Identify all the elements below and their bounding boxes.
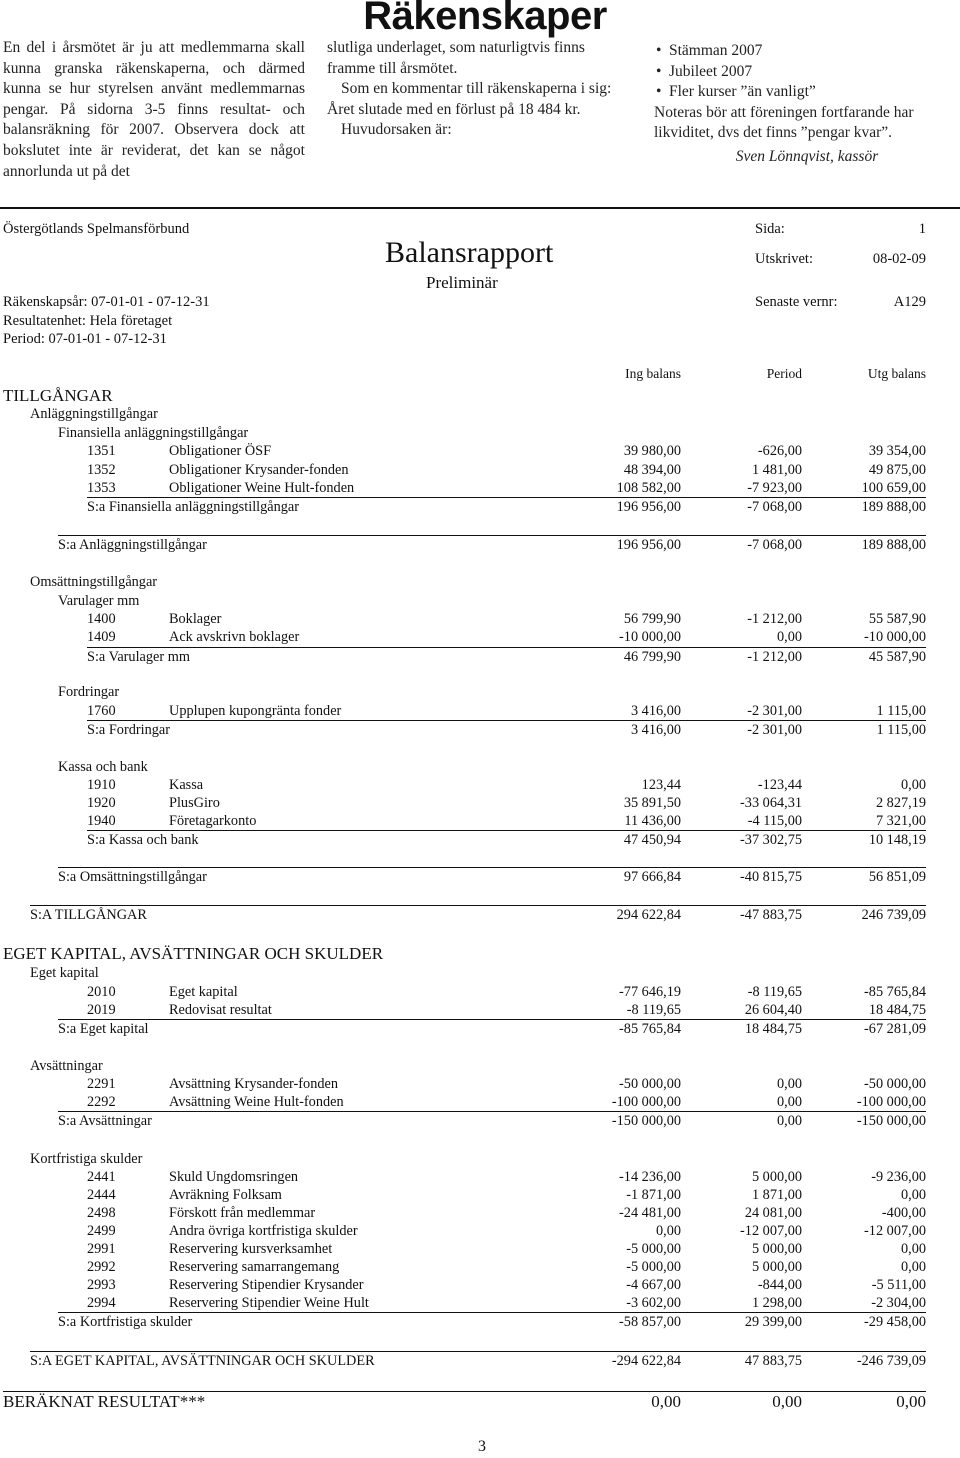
- opening-balance: 97 666,84: [623, 869, 681, 885]
- account-row: [0, 1186, 960, 1205]
- section-heading: [0, 944, 960, 963]
- section-heading: [0, 964, 960, 983]
- subtotal-row: [0, 498, 960, 517]
- account-number: 1940: [87, 813, 116, 829]
- page-number: 3: [478, 1438, 486, 1455]
- intro-column-2: [327, 38, 632, 141]
- opening-balance: 196 956,00: [616, 537, 681, 553]
- closing-balance: 39 354,00: [868, 443, 926, 459]
- closing-balance: 189 888,00: [861, 537, 926, 553]
- period-amount: -37 302,75: [740, 832, 802, 848]
- section-label: Anläggningstillgångar: [30, 406, 158, 422]
- period-amount: 1 481,00: [751, 462, 802, 478]
- page-title: Räkenskaper: [363, 0, 607, 38]
- section-heading: [0, 592, 960, 611]
- intro-column-3: [654, 41, 960, 168]
- account-name: Upplupen kupongränta fonder: [169, 703, 342, 719]
- closing-balance: -2 304,00: [871, 1295, 926, 1311]
- account-row: [0, 776, 960, 795]
- account-row: [0, 1240, 960, 1259]
- subtotal-label: S:a Finansiella anläggningstillgångar: [87, 499, 300, 515]
- closing-balance: -29 458,00: [864, 1314, 926, 1330]
- section-heading: [0, 758, 960, 777]
- closing-balance: -12 007,00: [864, 1223, 926, 1239]
- opening-balance: 123,44: [641, 777, 681, 793]
- report-title: Balansrapport: [385, 236, 554, 269]
- closing-balance: 0,00: [900, 1241, 926, 1257]
- opening-balance: -1 871,00: [626, 1187, 681, 1203]
- subtotal-row: [0, 1020, 960, 1039]
- account-number: 2499: [87, 1223, 116, 1239]
- period-amount: 24 081,00: [744, 1205, 802, 1221]
- opening-balance: 108 582,00: [616, 480, 681, 496]
- opening-balance: -85 765,84: [619, 1021, 681, 1037]
- section-label: Finansiella anläggningstillgångar: [58, 425, 249, 441]
- account-number: 2991: [87, 1241, 116, 1257]
- closing-balance: 0,00: [900, 777, 926, 793]
- period-amount: -123,44: [757, 777, 802, 793]
- closing-balance: -400,00: [881, 1205, 926, 1221]
- closing-balance: 1 115,00: [876, 722, 926, 738]
- period-amount: -8 119,65: [747, 984, 802, 1000]
- intro-paragraph: Året slutade med en förlust på 18 484 kr.: [327, 100, 581, 118]
- opening-balance: 47 450,94: [623, 832, 681, 848]
- opening-balance: -3 602,00: [626, 1295, 681, 1311]
- closing-balance: 18 484,75: [868, 1002, 926, 1018]
- closing-balance: 100 659,00: [861, 480, 926, 496]
- account-name: Avräkning Folksam: [169, 1187, 282, 1203]
- closing-balance: 1 115,00: [876, 703, 926, 719]
- account-number: 1351: [87, 443, 116, 459]
- period-amount: -33 064,31: [740, 795, 802, 811]
- account-row: [0, 442, 960, 461]
- period-amount: -4 115,00: [747, 813, 802, 829]
- subtotal-row: [0, 536, 960, 555]
- account-row: [0, 1204, 960, 1223]
- result-unit: Resultatenhet: Hela företaget: [3, 313, 173, 329]
- closing-balance: 0,00: [900, 1187, 926, 1203]
- account-name: Reservering Stipendier Krysander: [169, 1277, 364, 1293]
- closing-balance: 55 587,90: [868, 611, 926, 627]
- account-name: Reservering samarrangemang: [169, 1259, 340, 1275]
- closing-balance: 10 148,19: [868, 832, 926, 848]
- account-name: Reservering Stipendier Weine Hult: [169, 1295, 369, 1311]
- opening-balance: -10 000,00: [619, 629, 681, 645]
- last-voucher-value: A129: [893, 294, 926, 310]
- subtotal-row: [0, 1352, 960, 1371]
- subtotal-label: S:a Kassa och bank: [87, 832, 199, 848]
- page-value: 1: [918, 221, 926, 237]
- period-amount: 18 484,75: [744, 1021, 802, 1037]
- period-amount: -12 007,00: [740, 1223, 802, 1239]
- section-label: TILLGÅNGAR: [3, 386, 113, 405]
- bullet-item: • Jubileet 2007: [654, 62, 960, 83]
- opening-balance: -24 481,00: [619, 1205, 681, 1221]
- opening-balance: -150 000,00: [611, 1113, 681, 1129]
- section-heading: [0, 386, 960, 405]
- period-amount: -2 301,00: [747, 722, 802, 738]
- account-name: Andra övriga kortfristiga skulder: [169, 1223, 358, 1239]
- period-amount: 26 604,40: [744, 1002, 802, 1018]
- opening-balance: -8 119,65: [626, 1002, 681, 1018]
- account-name: Boklager: [169, 611, 222, 627]
- opening-balance: 56 799,90: [623, 611, 681, 627]
- subtotal-label: S:a Eget kapital: [58, 1021, 149, 1037]
- closing-balance: 56 851,09: [868, 869, 926, 885]
- section-heading: [0, 683, 960, 702]
- period-amount: 5 000,00: [751, 1241, 802, 1257]
- period-amount: -7 068,00: [747, 499, 802, 515]
- subtotal-label: S:a Varulager mm: [87, 649, 190, 665]
- account-number: 1409: [87, 629, 116, 645]
- period-amount: -844,00: [757, 1277, 802, 1293]
- printed-value: 08-02-09: [872, 251, 926, 267]
- section-heading: [0, 573, 960, 592]
- closing-balance: -67 281,09: [864, 1021, 926, 1037]
- account-name: Reservering kursverksamhet: [169, 1241, 333, 1257]
- section-label: Kortfristiga skulder: [30, 1151, 143, 1167]
- subtotal-label: S:a Omsättningstillgångar: [58, 869, 207, 885]
- period-amount: -1 212,00: [747, 649, 802, 665]
- period-amount: 29 399,00: [744, 1314, 802, 1330]
- intro-note: Noteras bör att föreningen fortfarande har likviditet, dvs det finns ”pengar kvar”.: [654, 103, 914, 142]
- account-row: [0, 461, 960, 480]
- subtotal-row: [0, 831, 960, 850]
- account-name: Kassa: [169, 777, 204, 793]
- account-number: 1400: [87, 611, 116, 627]
- col-header-period: Period: [766, 366, 802, 381]
- section-heading: [0, 1150, 960, 1169]
- intro-paragraph: slutliga underlaget, som naturligtvis finns framme till årsmötet.: [327, 39, 585, 77]
- opening-balance: -50 000,00: [619, 1076, 681, 1092]
- printed-label: Utskrivet:: [755, 251, 813, 267]
- account-name: Obligationer Weine Hult-fonden: [169, 480, 355, 496]
- section-label: Kassa och bank: [58, 759, 148, 775]
- intro-paragraph: Som en kommentar till räkenskaperna i sig:: [341, 80, 612, 98]
- closing-balance: -9 236,00: [871, 1169, 926, 1185]
- period-amount: 1 871,00: [751, 1187, 802, 1203]
- section-heading: [0, 424, 960, 443]
- account-number: 2994: [87, 1295, 116, 1311]
- period-amount: -7 068,00: [747, 537, 802, 553]
- opening-balance: -77 646,19: [619, 984, 681, 1000]
- closing-balance: 2 827,19: [875, 795, 926, 811]
- account-number: 2010: [87, 984, 116, 1000]
- account-row: [0, 1001, 960, 1020]
- account-row: [0, 479, 960, 498]
- opening-balance: 0,00: [655, 1223, 681, 1239]
- account-row: [0, 794, 960, 813]
- subtotal-row: [0, 1392, 960, 1411]
- org-name: Östergötlands Spelmansförbund: [3, 221, 190, 237]
- section-label: Avsättningar: [30, 1058, 103, 1074]
- account-name: Eget kapital: [169, 984, 238, 1000]
- fiscal-year: Räkenskapsår: 07-01-01 - 07-12-31: [3, 294, 210, 310]
- opening-balance: -5 000,00: [626, 1241, 681, 1257]
- closing-balance: 189 888,00: [861, 499, 926, 515]
- page-label: Sida:: [755, 221, 785, 237]
- opening-balance: 48 394,00: [623, 462, 681, 478]
- closing-balance: 0,00: [896, 1392, 926, 1411]
- signature: Sven Lönnqvist, kassör: [735, 147, 879, 165]
- last-voucher-label: Senaste vernr:: [755, 294, 838, 310]
- subtotal-label: S:a Anläggningstillgångar: [58, 537, 207, 553]
- period-amount: -47 883,75: [740, 907, 802, 923]
- bullet-item: • Stämman 2007: [654, 41, 960, 62]
- opening-balance: -4 667,00: [626, 1277, 681, 1293]
- section-label: EGET KAPITAL, AVSÄTTNINGAR OCH SKULDER: [3, 944, 384, 963]
- opening-balance: 46 799,90: [623, 649, 681, 665]
- account-row: [0, 1075, 960, 1094]
- section-heading: [0, 1057, 960, 1076]
- col-header-closing: Utg balans: [867, 366, 926, 381]
- closing-balance: -85 765,84: [864, 984, 926, 1000]
- account-number: 1920: [87, 795, 116, 811]
- subtotal-label: S:A EGET KAPITAL, AVSÄTTNINGAR OCH SKULDER: [30, 1353, 375, 1369]
- period: Period: 07-01-01 - 07-12-31: [3, 331, 167, 347]
- period-amount: -40 815,75: [740, 869, 802, 885]
- closing-balance: -150 000,00: [856, 1113, 926, 1129]
- opening-balance: 11 436,00: [624, 813, 681, 829]
- account-number: 2292: [87, 1094, 116, 1110]
- period-amount: -626,00: [757, 443, 802, 459]
- account-row: [0, 1276, 960, 1295]
- period-amount: 1 298,00: [751, 1295, 802, 1311]
- account-name: Skuld Ungdomsringen: [169, 1169, 299, 1185]
- account-name: PlusGiro: [169, 795, 220, 811]
- account-number: 2498: [87, 1205, 116, 1221]
- subtotal-label: BERÄKNAT RESULTAT***: [3, 1392, 206, 1411]
- account-name: Obligationer Krysander-fonden: [169, 462, 349, 478]
- account-row: [0, 1168, 960, 1187]
- col-header-opening: Ing balans: [625, 366, 681, 381]
- account-row: [0, 610, 960, 629]
- account-name: Förskott från medlemmar: [169, 1205, 316, 1221]
- period-amount: 0,00: [776, 1076, 802, 1092]
- account-name: Ack avskrivn boklager: [169, 629, 300, 645]
- bullet-item: • Fler kurser ”än vanligt”: [654, 82, 960, 103]
- subtotal-label: S:A TILLGÅNGAR: [30, 907, 147, 923]
- period-amount: 0,00: [776, 629, 802, 645]
- intro-paragraph: Huvudorsaken är:: [341, 121, 452, 139]
- closing-balance: 7 321,00: [875, 813, 926, 829]
- section-divider: [0, 207, 960, 209]
- opening-balance: -100 000,00: [611, 1094, 681, 1110]
- opening-balance: 3 416,00: [630, 722, 681, 738]
- period-amount: 0,00: [772, 1392, 802, 1411]
- period-amount: 0,00: [776, 1094, 802, 1110]
- account-number: 1910: [87, 777, 116, 793]
- period-amount: 0,00: [776, 1113, 802, 1129]
- opening-balance: -294 622,84: [611, 1353, 681, 1369]
- closing-balance: 0,00: [900, 1259, 926, 1275]
- opening-balance: -58 857,00: [619, 1314, 681, 1330]
- account-number: 1352: [87, 462, 116, 478]
- closing-balance: -50 000,00: [864, 1076, 926, 1092]
- section-label: Omsättningstillgångar: [30, 574, 158, 590]
- subtotal-row: [0, 721, 960, 740]
- opening-balance: -14 236,00: [619, 1169, 681, 1185]
- subtotal-row: [0, 868, 960, 887]
- subtotal-label: S:a Avsättningar: [58, 1113, 152, 1129]
- account-row: [0, 702, 960, 721]
- period-amount: -7 923,00: [747, 480, 802, 496]
- subtotal-row: [0, 648, 960, 667]
- subtotal-row: [0, 906, 960, 925]
- subtotal-row: [0, 1112, 960, 1131]
- subtotal-label: S:a Kortfristiga skulder: [58, 1314, 193, 1330]
- report-subtitle: Preliminär: [426, 273, 498, 292]
- closing-balance: -10 000,00: [864, 629, 926, 645]
- account-name: Redovisat resultat: [169, 1002, 272, 1018]
- period-amount: -2 301,00: [747, 703, 802, 719]
- account-number: 1353: [87, 480, 116, 496]
- closing-balance: -100 000,00: [856, 1094, 926, 1110]
- account-row: [0, 983, 960, 1002]
- closing-balance: 246 739,09: [861, 907, 926, 923]
- account-number: 1760: [87, 703, 116, 719]
- closing-balance: -5 511,00: [871, 1277, 926, 1293]
- intro-paragraph: En del i årsmötet är ju att medlemmarna skall kunna granska räkenskaperna, och därmed kunna se hur styrelsen använt medlemmarnas pengar. På sidorna 3-5 finns resultat- och balansräkning för 2007. Observera dock att bokslutet inte är reviderat, det kan se något annorlunda ut på det: [3, 39, 305, 180]
- account-number: 2291: [87, 1076, 116, 1092]
- opening-balance: 39 980,00: [623, 443, 681, 459]
- account-number: 2992: [87, 1259, 116, 1275]
- account-name: Avsättning Weine Hult-fonden: [169, 1094, 344, 1110]
- opening-balance: 196 956,00: [616, 499, 681, 515]
- account-name: Obligationer ÖSF: [169, 443, 272, 459]
- subtotal-row: [0, 1313, 960, 1332]
- closing-balance: -246 739,09: [856, 1353, 926, 1369]
- period-amount: 5 000,00: [751, 1259, 802, 1275]
- account-number: 2444: [87, 1187, 116, 1203]
- opening-balance: 3 416,00: [630, 703, 681, 719]
- account-row: [0, 628, 960, 647]
- closing-balance: 49 875,00: [868, 462, 926, 478]
- opening-balance: 294 622,84: [616, 907, 681, 923]
- account-number: 2441: [87, 1169, 116, 1185]
- account-name: Företagarkonto: [169, 813, 257, 829]
- account-row: [0, 812, 960, 831]
- opening-balance: 0,00: [651, 1392, 681, 1411]
- section-label: Fordringar: [58, 684, 120, 700]
- account-row: [0, 1093, 960, 1112]
- account-row: [0, 1222, 960, 1241]
- subtotal-label: S:a Fordringar: [87, 722, 170, 738]
- account-number: 2019: [87, 1002, 116, 1018]
- period-amount: 5 000,00: [751, 1169, 802, 1185]
- closing-balance: 45 587,90: [868, 649, 926, 665]
- account-row: [0, 1294, 960, 1313]
- intro-column-1: [3, 38, 305, 182]
- section-label: Eget kapital: [30, 965, 99, 981]
- period-amount: -1 212,00: [747, 611, 802, 627]
- account-name: Avsättning Krysander-fonden: [169, 1076, 338, 1092]
- period-amount: 47 883,75: [744, 1353, 802, 1369]
- section-heading: [0, 405, 960, 424]
- opening-balance: -5 000,00: [626, 1259, 681, 1275]
- account-number: 2993: [87, 1277, 116, 1293]
- account-row: [0, 1258, 960, 1277]
- section-label: Varulager mm: [58, 593, 140, 609]
- opening-balance: 35 891,50: [623, 795, 681, 811]
